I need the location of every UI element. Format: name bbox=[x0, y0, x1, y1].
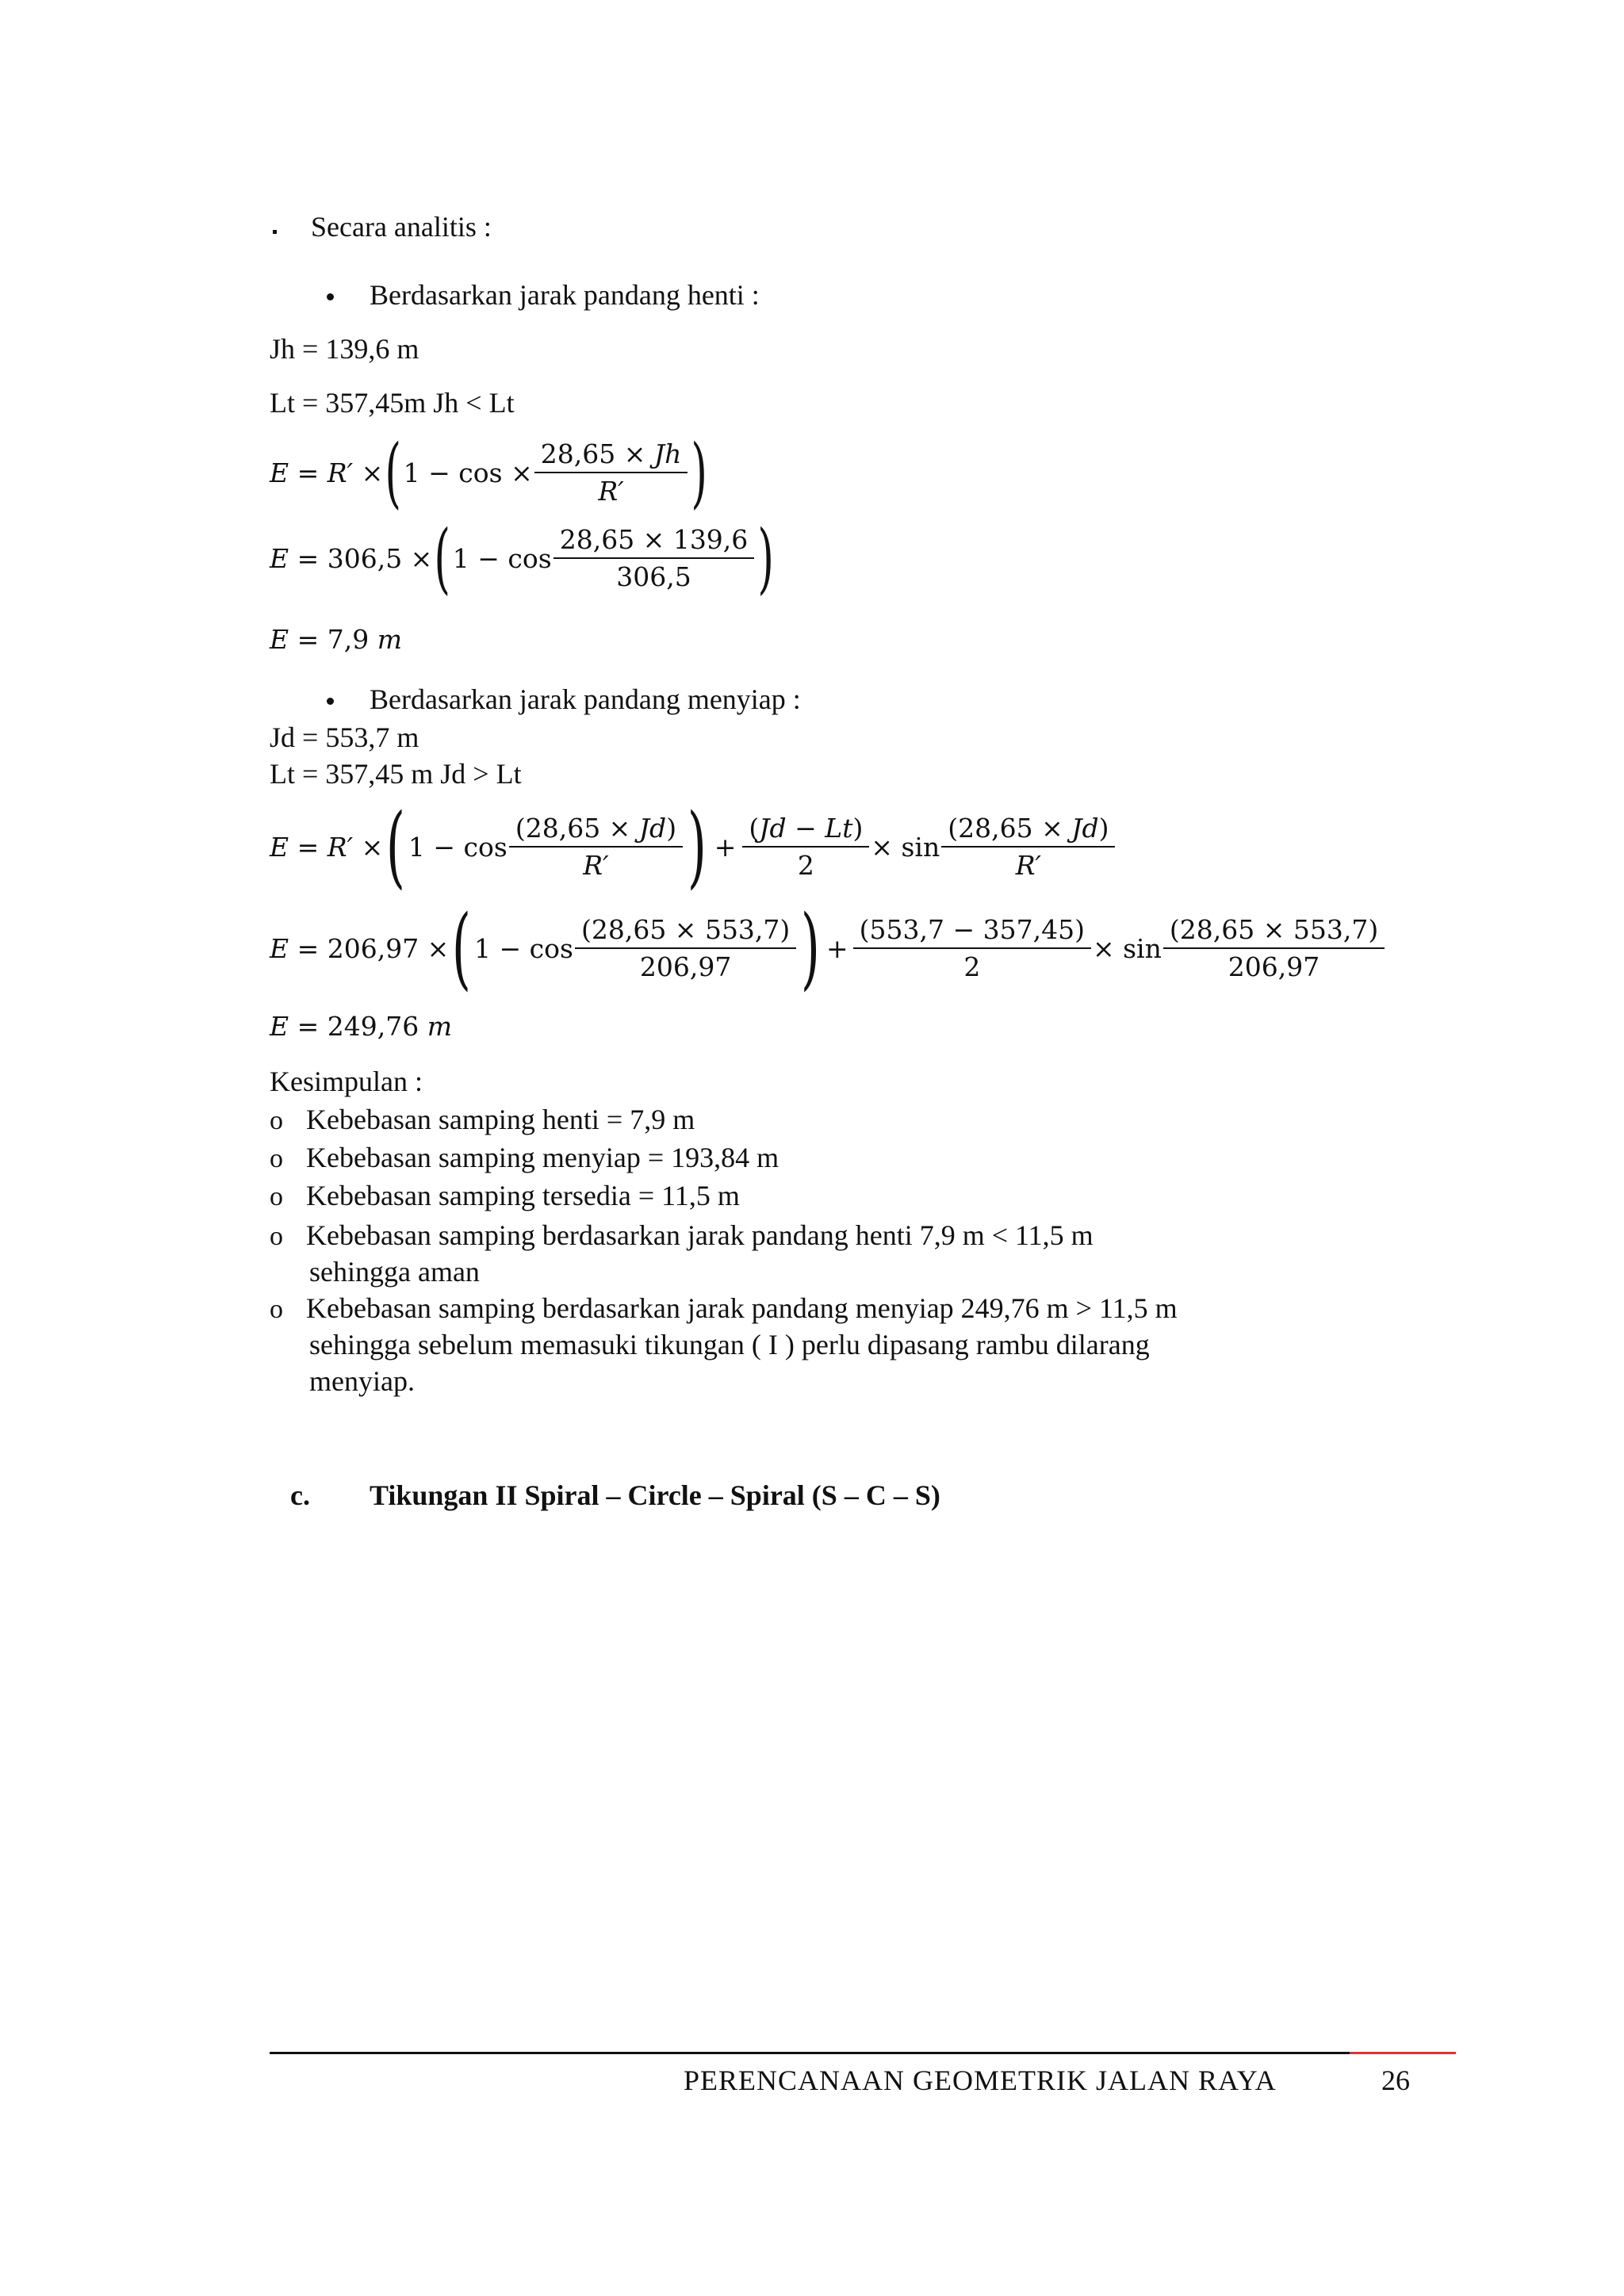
formula-overtake-general: E = R′ × ( 1 − cos $\frac{(28,65 \times Jd)}{R'}$ ) + $\frac{(Jd - Lt)}{2}$ × sin $\frac{(28,65 \times Jd)}{R'}$ bbox=[270, 802, 1116, 891]
conclusion-item-continuation: sehingga sebelum memasuki tikungan ( I ) perlu dipasang rambu dilarang bbox=[309, 1329, 1150, 1360]
result-overtake-value: 249,76 bbox=[327, 1011, 419, 1042]
circle-bullet-icon: o bbox=[270, 1144, 283, 1173]
circle-bullet-icon: o bbox=[270, 1222, 283, 1251]
circle-bullet-icon: o bbox=[270, 1295, 283, 1324]
conclusion-item: o Kebebasan samping henti = 7,9 m bbox=[270, 1104, 695, 1135]
stop-label: Berdasarkan jarak pandang henti : bbox=[370, 279, 760, 311]
conclusion-item-continuation: sehingga aman bbox=[309, 1256, 480, 1288]
jh-value: Jh = 139,6 m bbox=[270, 333, 419, 365]
conclusion-item-continuation: menyiap. bbox=[309, 1365, 415, 1397]
result-stop: E = 7,9 m bbox=[270, 624, 403, 655]
jd-value: Jd = 553,7 m bbox=[270, 721, 419, 753]
lt-value-stop: Lt = 357,45m Jh < Lt bbox=[270, 387, 515, 419]
footer-rule-accent bbox=[1350, 2052, 1456, 2054]
conclusion-item: o Kebebasan samping berdasarkan jarak pandang menyiap 249,76 m > 11,5 m bbox=[270, 1292, 1178, 1324]
formula-stop-substituted: E = 306,5 × ( 1 − cos $\frac{28,65 \times 139,6}{306,5}$ ) bbox=[270, 514, 775, 603]
page-number: 26 bbox=[1381, 2064, 1410, 2096]
footer-rule bbox=[270, 2052, 1350, 2054]
conclusion-item: o Kebebasan samping berdasarkan jarak pandang henti 7,9 m < 11,5 m bbox=[270, 1219, 1094, 1251]
result-overtake: E = 249,76 m bbox=[270, 1011, 452, 1042]
overtake-label: Berdasarkan jarak pandang menyiap : bbox=[370, 683, 801, 715]
section-c-letter: c. bbox=[290, 1479, 310, 1511]
conclusion-item: o Kebebasan samping menyiap = 193,84 m bbox=[270, 1142, 779, 1173]
result-stop-value: 7,9 bbox=[327, 624, 370, 655]
conclusion-item: o Kebebasan samping tersedia = 11,5 m bbox=[270, 1180, 740, 1211]
section-c-title: Tikungan II Spiral – Circle – Spiral (S – C – S) bbox=[370, 1479, 940, 1511]
circle-bullet-icon: o bbox=[270, 1106, 283, 1135]
lt-value-overtake: Lt = 357,45 m Jd > Lt bbox=[270, 758, 522, 790]
analytic-bullet bbox=[273, 224, 277, 238]
formula-overtake-substituted: E = 206,97 × ( 1 − cos $\frac{(28,65 \times 553,7)}{206,97}$ ) + $\frac{(553,7 - 357,45)}{2}$ × sin $\frac{(28,65 \times 553,7)}{206,97}$ bbox=[270, 904, 1386, 993]
analytic-heading: Secara analitis : bbox=[311, 211, 492, 243]
circle-bullet-icon: o bbox=[270, 1182, 283, 1211]
formula-stop-general: E = R′ × ( 1 − cos × $\frac{28,65 \times Jh}{R'}$ ) bbox=[270, 428, 708, 517]
footer-title: PERENCANAAN GEOMETRIK JALAN RAYA bbox=[684, 2064, 1277, 2096]
stop-bullet bbox=[327, 290, 334, 304]
conclusion-heading: Kesimpulan : bbox=[270, 1066, 423, 1097]
overtake-bullet bbox=[327, 695, 334, 709]
